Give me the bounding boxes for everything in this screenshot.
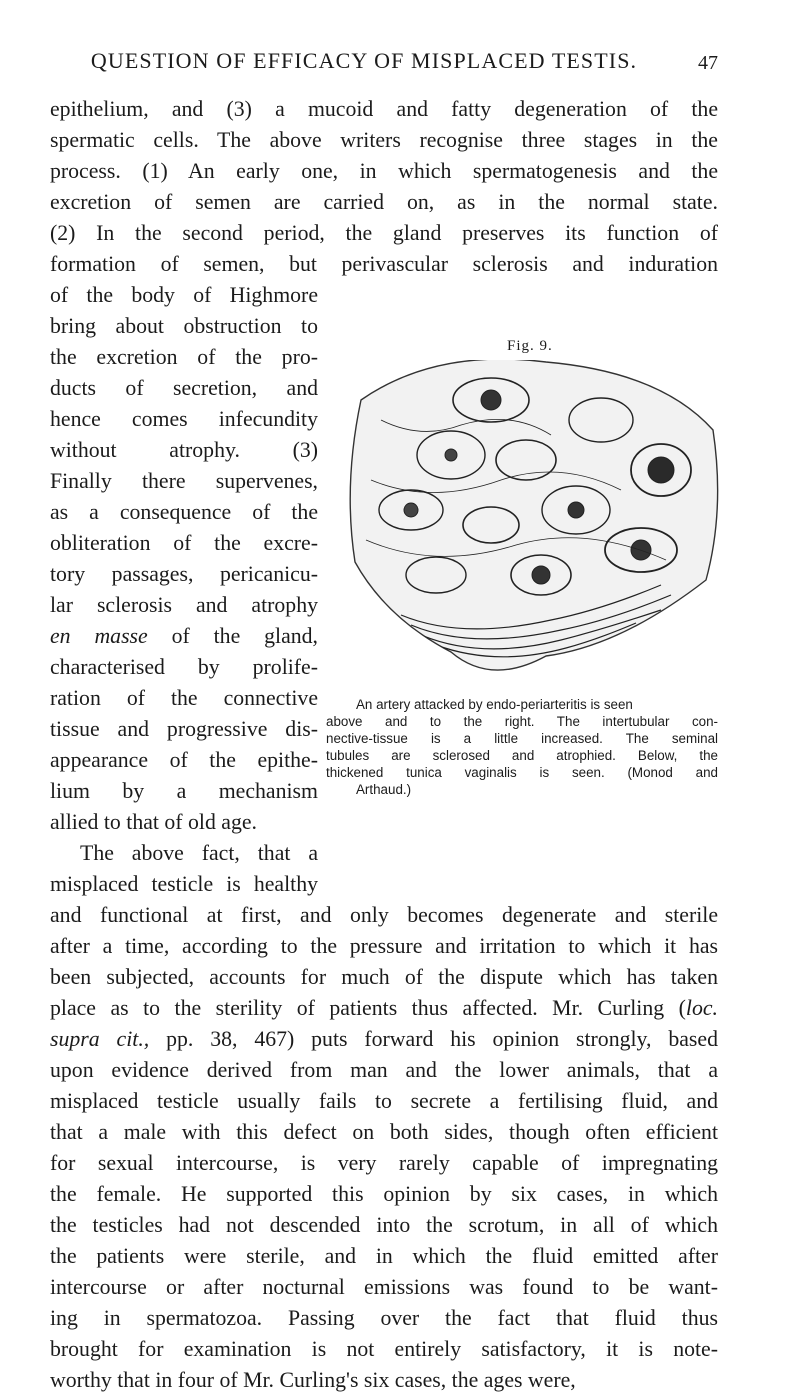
text-line: bring about obstruction to <box>50 314 318 338</box>
text-line: worthy that in four of Mr. Curling's six cases, the ages were, <box>50 1368 576 1392</box>
italic-citation: loc. <box>685 996 718 1020</box>
text-line: formation of semen, but perivascular sclerosis and induration <box>50 252 718 276</box>
figure-label: Fig. 9. <box>507 338 553 354</box>
text-line: brought for examination is not entirely satisfactory, it is note- <box>50 1337 718 1361</box>
italic-citation: supra cit., <box>50 1027 150 1051</box>
text-line: hence comes infecundity <box>50 407 318 431</box>
text-line <box>50 1025 718 1053</box>
text-line: the testicles had not descended into the scrotum, in all of which <box>50 1213 718 1237</box>
text-line: Finally there supervenes, <box>50 469 318 493</box>
text-line: that a male with this defect on both sides, though often efficient <box>50 1120 718 1144</box>
text-line: intercourse or after nocturnal emissions was found to be want- <box>50 1275 718 1299</box>
text-line: lium by a mechanism <box>50 779 318 803</box>
caption-line: Arthaud.) <box>356 782 412 797</box>
text-line: the female. He supported this opinion by six cases, in which <box>50 1182 718 1206</box>
text-fragment: pp. 38, 467) puts forward his opinion strongly, based <box>149 1027 718 1051</box>
text-line: (2) In the second period, the gland preserves its function of <box>50 221 718 245</box>
italic-phrase: en masse <box>50 624 148 648</box>
text-line: the patients were sterile, and in which the fluid emitted after <box>50 1244 718 1268</box>
text-line: without atrophy. (3) <box>50 438 318 462</box>
text-line: lar sclerosis and atrophy <box>50 593 318 617</box>
text-line: allied to that of old age. <box>50 810 258 834</box>
text-line: misplaced testicle is healthy <box>50 872 318 896</box>
text-line <box>50 622 318 650</box>
text-line: been subjected, accounts for much of the dispute which has taken <box>50 965 718 989</box>
text-line: ducts of secretion, and <box>50 376 318 400</box>
text-line: for sexual intercourse, is very rarely capable of impregnating <box>50 1151 718 1175</box>
text-line: spermatic cells. The above writers recognise three stages in the <box>50 128 718 152</box>
text-line: as a consequence of the <box>50 500 318 524</box>
text-line: tissue and progressive dis- <box>50 717 318 741</box>
text-line: ration of the connective <box>50 686 318 710</box>
caption-line: nective-tissue is a little increased. The seminal <box>326 731 718 746</box>
text-line: tory passages, pericanicu- <box>50 562 318 586</box>
text-line: ing in spermatozoa. Passing over the fact that fluid thus <box>50 1306 718 1330</box>
text-fragment: of the gland, <box>147 624 318 648</box>
caption-line: above and to the right. The intertubular con- <box>326 714 718 729</box>
text-line: characterised by prolife- <box>50 655 318 679</box>
text-line: and functional at first, and only becomes degenerate and sterile <box>50 903 718 927</box>
text-line: misplaced testicle usually fails to secrete a fertilising fluid, and <box>50 1089 718 1113</box>
text-line: The above fact, that a <box>80 841 318 865</box>
running-title: QUESTION OF EFFICACY OF MISPLACED TESTIS. <box>90 48 638 73</box>
text-line: after a time, according to the pressure and irritation to which it has <box>50 934 718 958</box>
text-fragment: ( <box>664 996 686 1020</box>
text-line: epithelium, and (3) a mucoid and fatty degeneration of the <box>50 97 718 121</box>
text-line: appearance of the epithe- <box>50 748 318 772</box>
histology-figure <box>341 360 721 686</box>
text-line <box>50 994 718 1022</box>
caption-line: An artery attacked by endo-periarteritis is seen <box>356 697 633 712</box>
text-line: obliteration of the excre- <box>50 531 318 555</box>
page-number: 47 <box>698 52 718 74</box>
caption-line: tubules are sclerosed and atrophied. Below, the <box>326 748 718 763</box>
caption-line: thickened tunica vaginalis is seen. (Monod and <box>326 765 718 780</box>
text-line: the excretion of the pro- <box>50 345 318 369</box>
text-line: process. (1) An early one, in which spermatogenesis and the <box>50 159 718 183</box>
text-fragment: place as to the sterility of patients thus affected. Mr. Curling <box>50 996 665 1020</box>
text-line: upon evidence derived from man and the lower animals, that a <box>50 1058 718 1082</box>
text-line: of the body of Highmore <box>50 283 318 307</box>
text-line: excretion of semen are carried on, as in the normal state. <box>50 190 718 214</box>
running-header <box>50 44 718 80</box>
